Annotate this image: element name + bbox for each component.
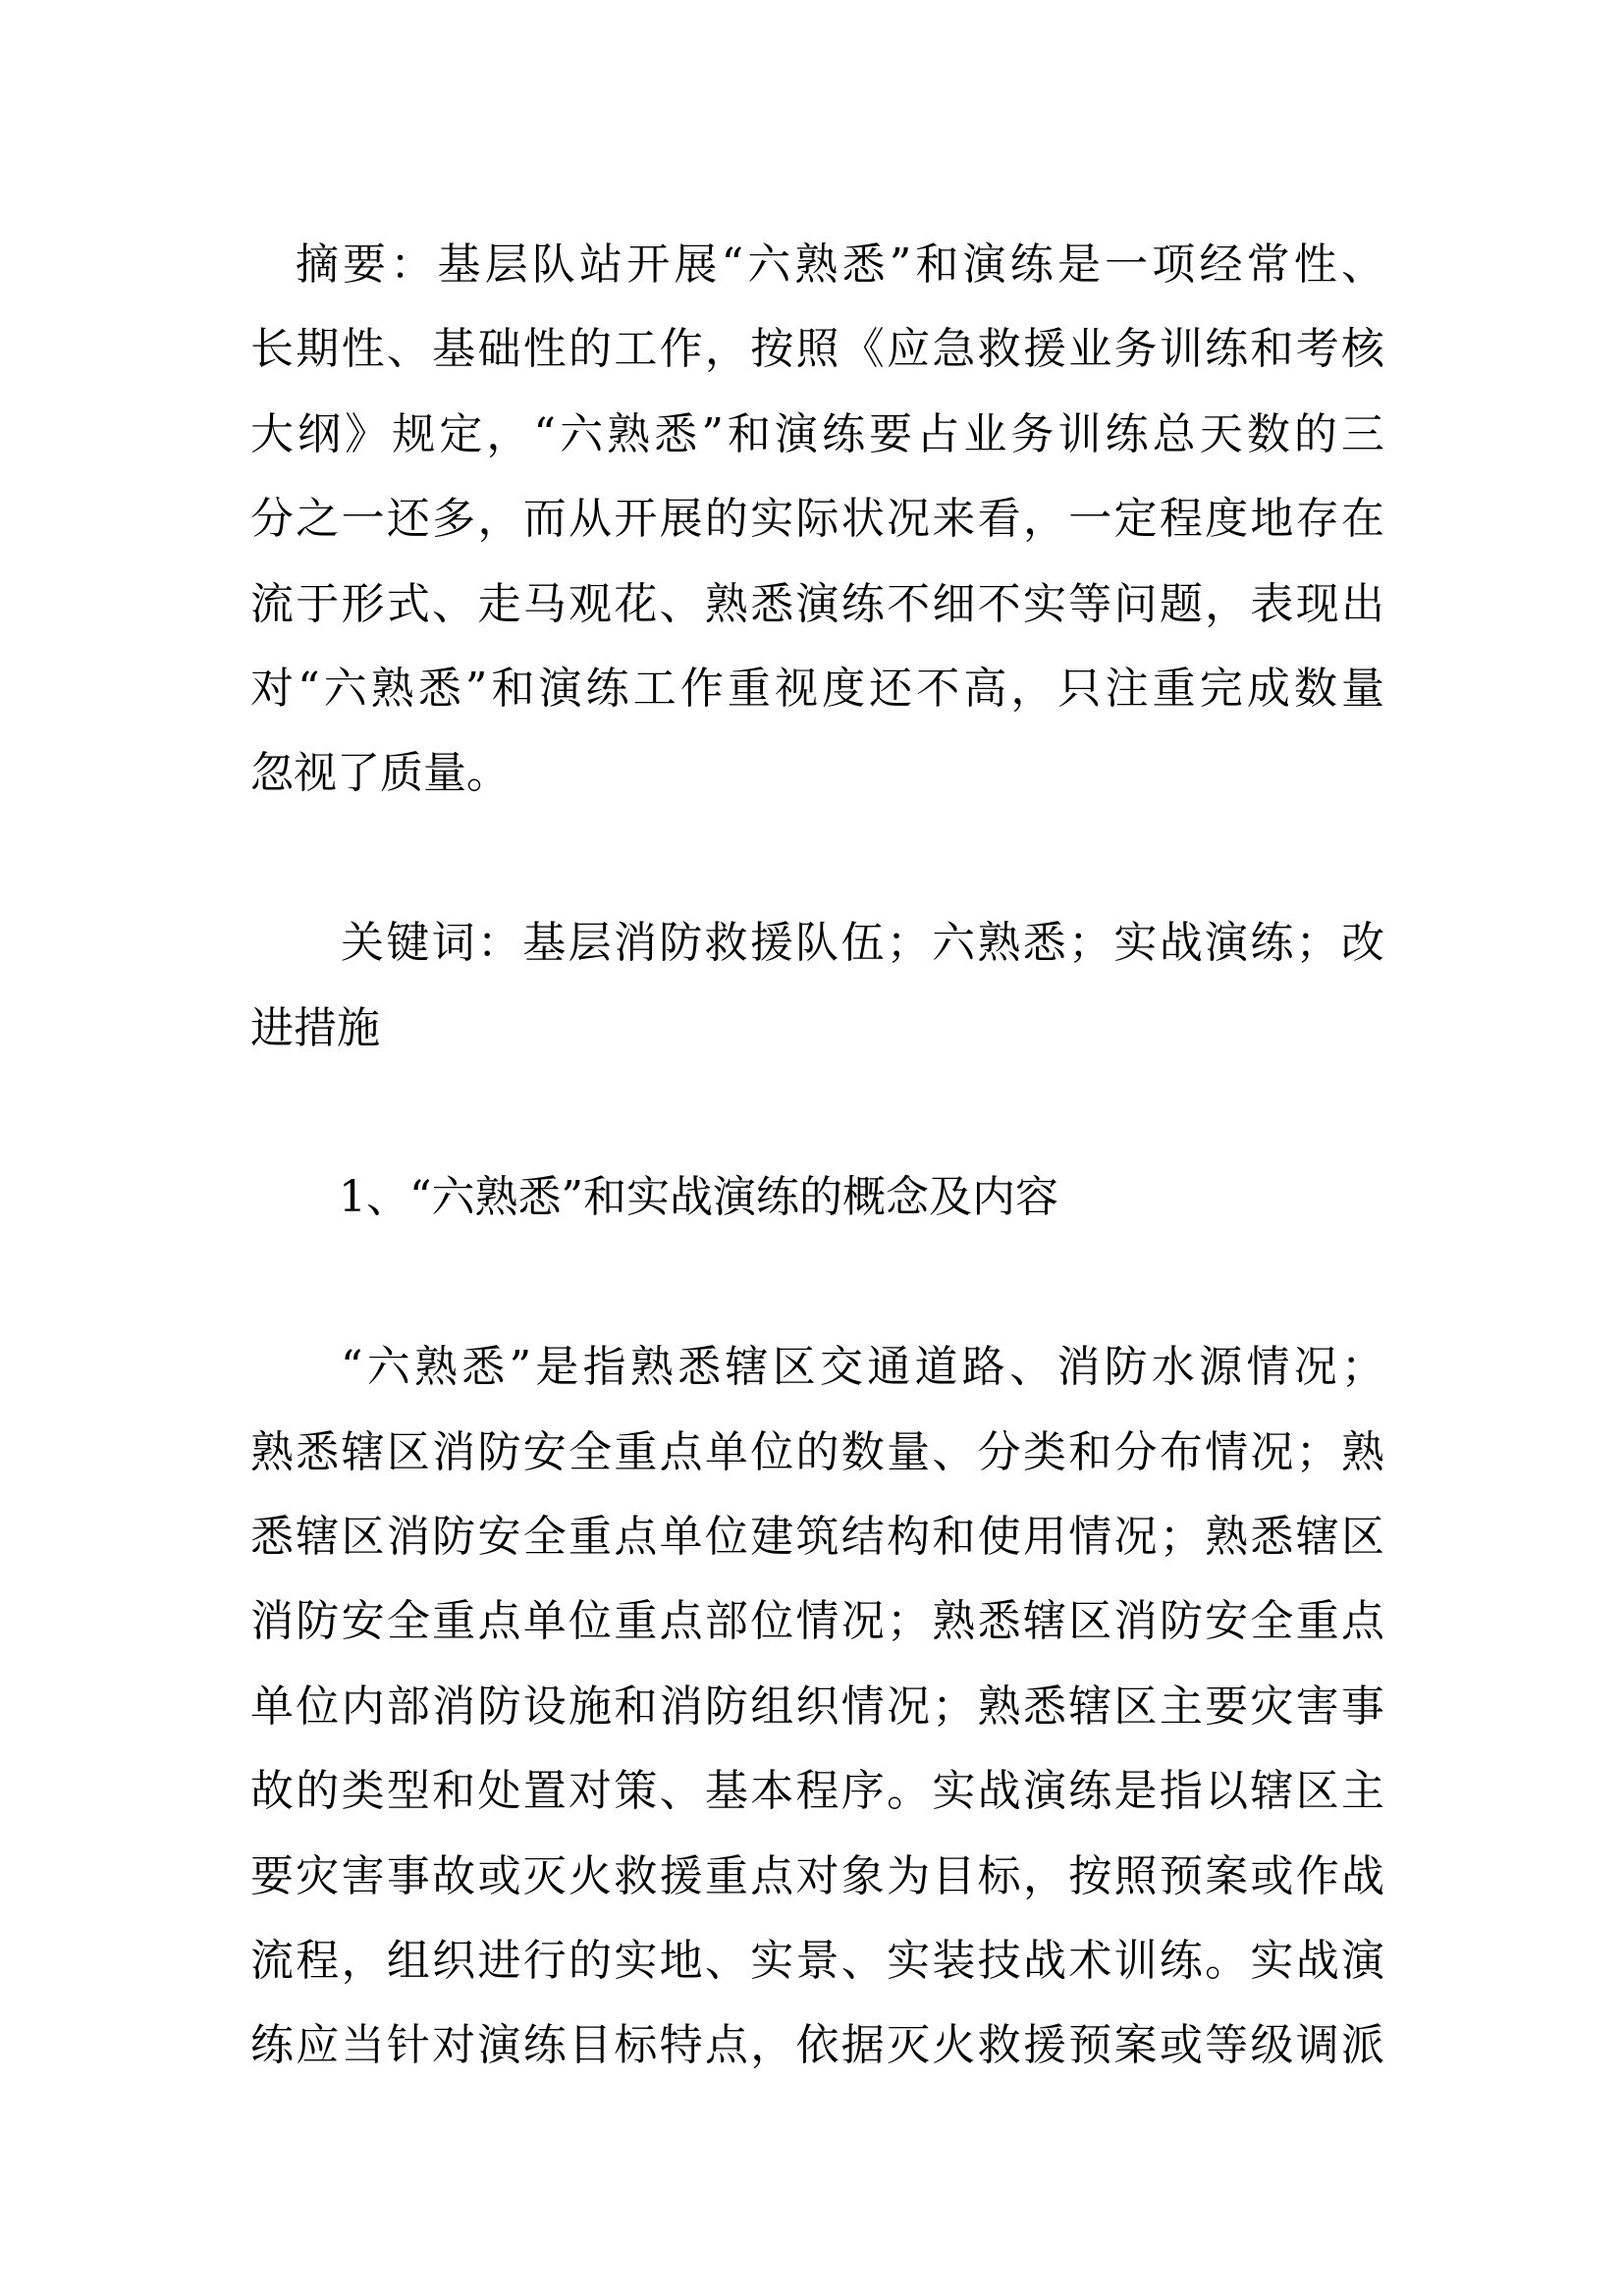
body-line: 故的类型和处置对策、基本程序。实战演练是指以辖区主 bbox=[250, 1766, 1384, 1817]
abstract-line: 分之一还多，而从开展的实际状况来看，一定程度地存在 bbox=[250, 494, 1384, 545]
body-line: 悉辖区消防安全重点单位建筑结构和使用情况；熟悉辖区 bbox=[250, 1512, 1384, 1563]
keywords-paragraph bbox=[250, 901, 1384, 1071]
body-line: “六熟悉”是指熟悉辖区交通道路、消防水源情况； bbox=[341, 1342, 1384, 1393]
body-line: 练应当针对演练目标特点，依据灭火救援预案或等级调派 bbox=[250, 2020, 1384, 2071]
abstract-paragraph bbox=[250, 223, 1384, 817]
abstract-line: 忽视了质量。 bbox=[250, 748, 510, 799]
abstract-line: 摘要：基层队站开展“六熟悉”和演练是一项经常性、 bbox=[296, 240, 1384, 290]
abstract-line: 长期性、基础性的工作，按照《应急救援业务训练和考核 bbox=[250, 324, 1384, 375]
abstract-line: 对“六熟悉”和演练工作重视度还不高，只注重完成数量 bbox=[250, 664, 1384, 715]
section-body-paragraph bbox=[250, 1325, 1384, 2089]
body-line: 单位内部消防设施和消防组织情况；熟悉辖区主要灾害事 bbox=[250, 1681, 1384, 1732]
body-line: 熟悉辖区消防安全重点单位的数量、分类和分布情况；熟 bbox=[250, 1426, 1384, 1477]
abstract-line: 大纲》规定，“六熟悉”和演练要占业务训练总天数的三 bbox=[250, 408, 1384, 459]
body-line: 流程，组织进行的实地、实景、实装技战术训练。实战演 bbox=[250, 1936, 1384, 1987]
keywords-line: 关键词：基层消防救援队伍；六熟悉；实战演练；改 bbox=[341, 918, 1384, 969]
body-line: 消防安全重点单位重点部位情况；熟悉辖区消防安全重点 bbox=[250, 1596, 1384, 1647]
keywords-line: 进措施 bbox=[250, 1002, 380, 1053]
abstract-line: 流于形式、走马观花、熟悉演练不细不实等问题，表现出 bbox=[250, 578, 1384, 629]
body-line: 要灾害事故或灭火救援重点对象为目标，按照预案或作战 bbox=[250, 1850, 1384, 1901]
section-heading: 1、“六熟悉”和实战演练的概念及内容 bbox=[339, 1172, 1058, 1223]
